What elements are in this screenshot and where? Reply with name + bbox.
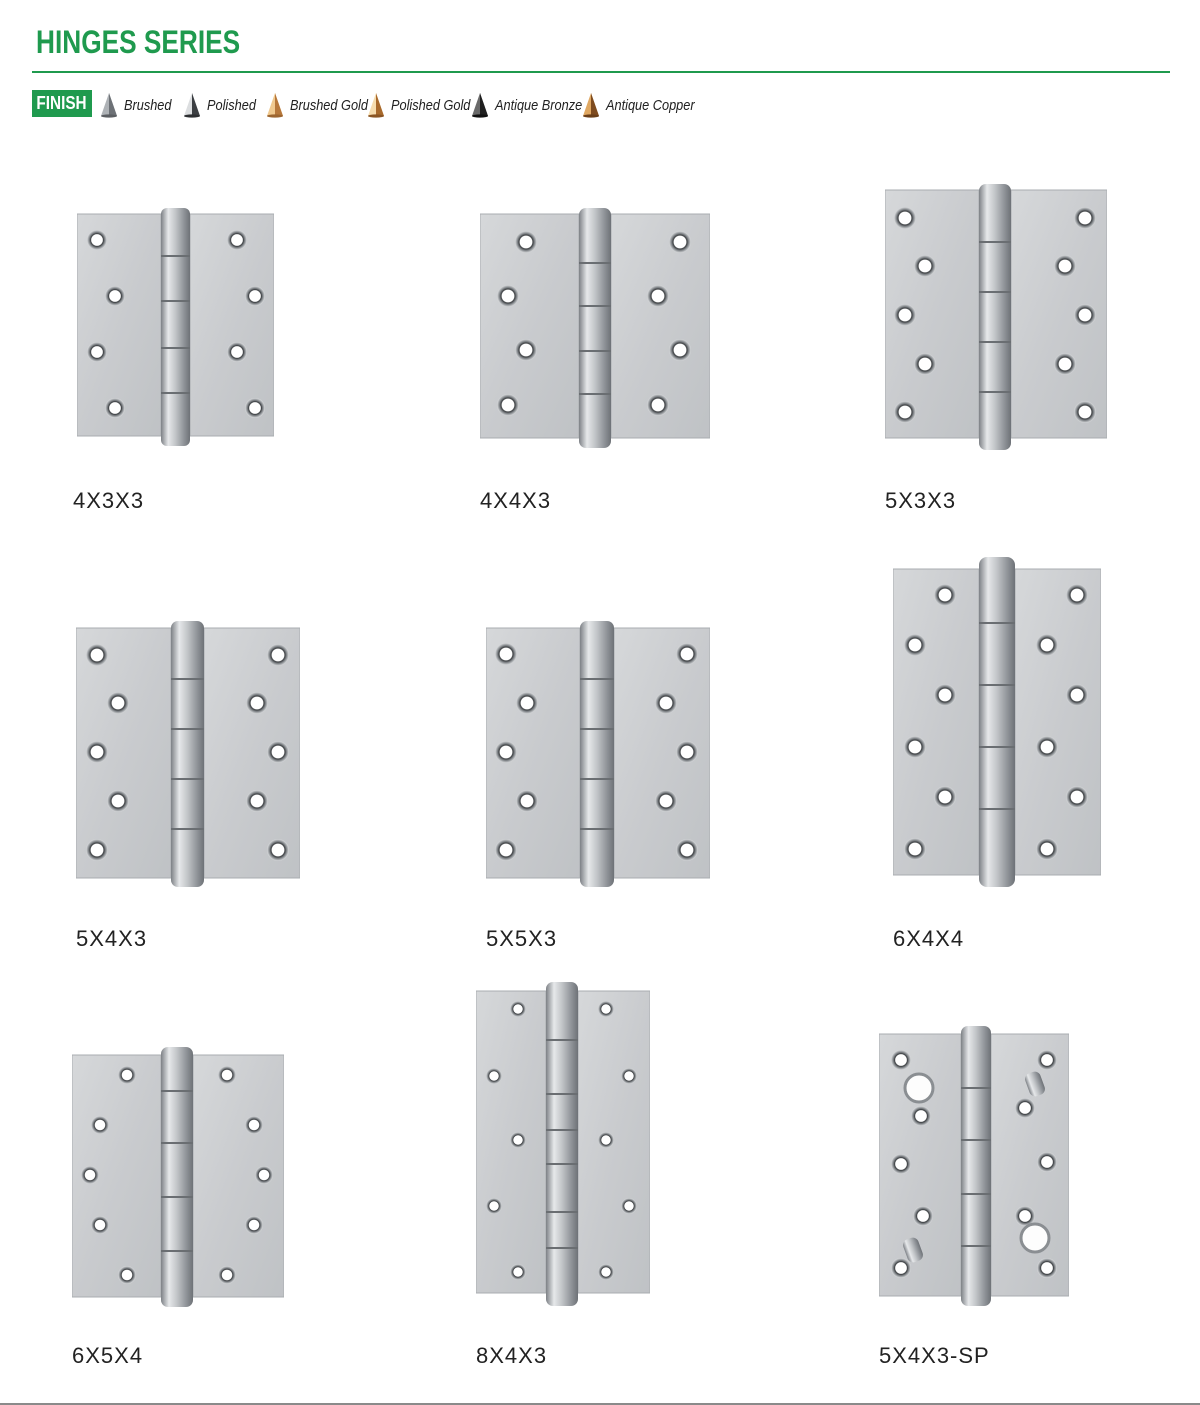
- product-label: 8X4X3: [476, 1343, 548, 1368]
- finish-brushed-gold: Brushed Gold: [264, 92, 382, 118]
- cone-brushed-gold-icon: [264, 92, 286, 118]
- finish-antique-bronze: Antique Bronze: [469, 92, 598, 118]
- product-image-4x4x3: [480, 208, 710, 450]
- product-image-5x3x3: [885, 184, 1107, 452]
- cone-polished-gold-icon: [365, 92, 387, 118]
- product-label: 4X3X3: [73, 488, 145, 513]
- finish-polished: Polished: [181, 92, 265, 118]
- product-image-5x4x3-sp: [879, 1026, 1069, 1308]
- product-label: 6X4X4: [893, 926, 965, 951]
- product-image-8x4x3: [476, 982, 650, 1308]
- product-image-5x4x3: [76, 621, 300, 889]
- page-title: HINGES SERIES: [36, 24, 241, 60]
- finish-antique-copper: Antique Copper: [580, 92, 710, 118]
- product-label: 5X4X3: [76, 926, 148, 951]
- product-label: 5X5X3: [486, 926, 558, 951]
- cone-brushed-icon: [98, 92, 120, 118]
- product-label: 5X3X3: [885, 488, 957, 513]
- product-image-4x3x3: [77, 208, 274, 448]
- finish-label: FINISH: [32, 90, 92, 117]
- product-label: 5X4X3-SP: [879, 1343, 990, 1368]
- finish-polished-gold: Polished Gold: [365, 92, 484, 118]
- product-image-6x5x4: [72, 1047, 284, 1309]
- product-label: 6X5X4: [72, 1343, 144, 1368]
- product-image-6x4x4: [893, 557, 1101, 889]
- title-divider: [32, 71, 1170, 73]
- cone-antique-bronze-icon: [469, 92, 491, 118]
- product-label: 4X4X3: [480, 488, 552, 513]
- cone-antique-copper-icon: [580, 92, 602, 118]
- cone-polished-icon: [181, 92, 203, 118]
- product-image-5x5x3: [486, 621, 710, 889]
- finish-brushed: Brushed: [98, 92, 180, 118]
